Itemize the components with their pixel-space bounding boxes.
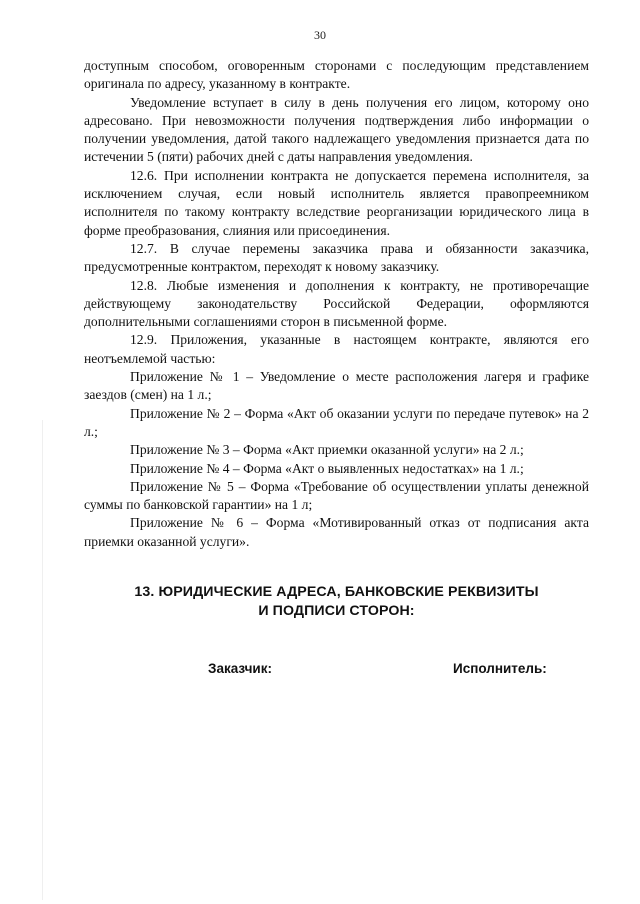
customer-signature-label: Заказчик: [208, 661, 272, 676]
appendix-1: Приложение № 1 – Уведомление о месте расположения лагеря и графике заездов (смен) на 1 л.; [84, 369, 589, 403]
contractor-signature-label: Исполнитель: [453, 661, 547, 676]
appendix-4: Приложение № 4 – Форма «Акт о выявленных недостатках» на 1 л.; [130, 460, 524, 476]
section-heading [84, 583, 589, 621]
paragraph: доступным способом, оговоренным сторонами с последующим представлением оригинала по адресу, указанному в контракте. [84, 58, 589, 92]
section-heading-line2: И ПОДПИСИ СТОРОН: [258, 603, 415, 619]
page-number: 30 [314, 28, 326, 42]
paragraph-12-9: 12.9. Приложения, указанные в настоящем контракте, являются его неотъемлемой частью: [84, 332, 589, 366]
paragraph-12-7: 12.7. В случае перемены заказчика права и обязанности заказчика, предусмотренные контрактом, переходят к новому заказчику. [84, 240, 589, 275]
appendix-2: Приложение № 2 – Форма «Акт об оказании услуги по передаче путевок» на 2 л.; [84, 405, 589, 439]
paragraph-12-8: 12.8. Любые изменения и дополнения к контракту, не противоречащие действующему законодательству Российской Федерации, оформляются дополнительными соглашениями сторон в письменной форме. [84, 277, 589, 330]
scan-margin-line [42, 420, 43, 900]
document-body [84, 57, 589, 551]
paragraph: Уведомление вступает в силу в день получения его лицом, которому оно адресовано. При невозможности получения подтверждения либо информации о получении уведомления, датой такого надлежащего уведомления признается дата по истечении 5 (пяти) рабочих дней с даты направления уведомления. [84, 94, 589, 165]
section-heading-line1: 13. ЮРИДИЧЕСКИЕ АДРЕСА, БАНКОВСКИЕ РЕКВИЗИТЫ [134, 584, 539, 600]
appendix-3: Приложение № 3 – Форма «Акт приемки оказанной услуги» на 2 л.; [130, 442, 524, 458]
appendix-5: Приложение № 5 – Форма «Требование об осуществлении уплаты денежной суммы по банковской гарантии» на 1 л; [84, 478, 589, 513]
paragraph-12-6: 12.6. При исполнении контракта не допускается перемена исполнителя, за исключением случая, если новый исполнитель является правопреемником исполнителя по такому контракту вследствие реорганизации юридического лица в форме преобразования, слияния или присоединения. [84, 167, 589, 238]
appendix-6: Приложение № 6 – Форма «Мотивированный отказ от подписания акта приемки оказанной услуги». [84, 515, 589, 549]
